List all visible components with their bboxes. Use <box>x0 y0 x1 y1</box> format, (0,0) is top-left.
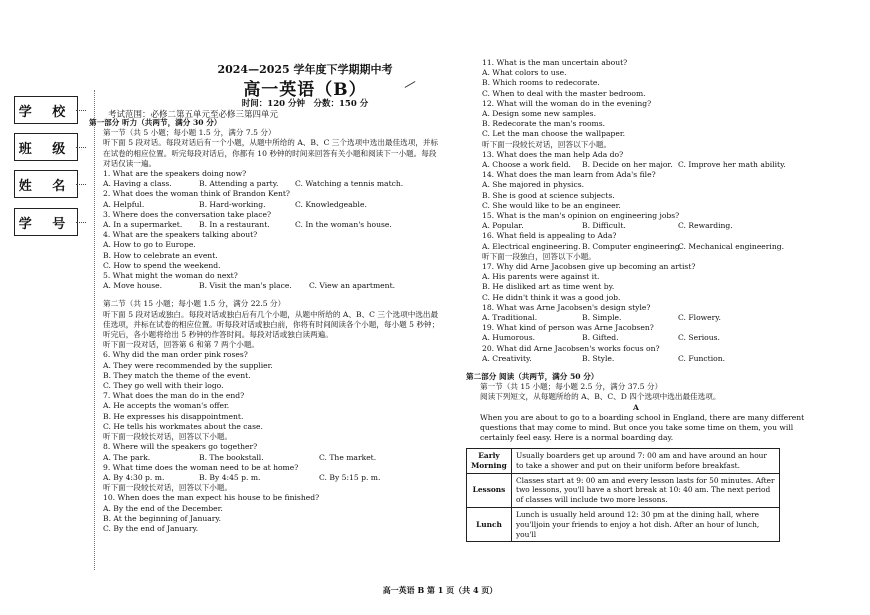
option-b: B. He expresses his disappointment. <box>103 411 244 421</box>
option-c: C. By the end of January. <box>103 523 199 533</box>
part2-title: 第二部分 阅读（共两节，满分 50 分） <box>466 372 599 381</box>
boarding-day-table <box>466 448 780 542</box>
options-row <box>482 221 812 231</box>
option-b: B. How to celebrate an event. <box>103 250 218 260</box>
option-b: B. Hard-working. <box>199 199 266 209</box>
option-c: C. View an apartment. <box>309 281 396 291</box>
lead-text: 听下面一段独白，回答以下小题。 <box>482 251 596 261</box>
option-b: B. She is good at science subjects. <box>482 190 615 200</box>
option-a: A. By the end of the December. <box>103 503 223 513</box>
option-b: B. Which rooms to redecorate. <box>482 78 600 88</box>
option-a: A. His parents were against it. <box>482 272 600 282</box>
exam-year-line: 2024—2025 学年度下学期期中考 <box>217 63 393 76</box>
sec2-instructions: 听下面 5 段对话或独白。每段对话或独白后有几个小题，从题中所给的 A、B、C 三个选项中选出最佳选项，并标在试卷的相应位置。听每段对话或独白前，你将有时间阅读各个小题，每小题 5 秒钟；听完后，各小题将给出 5 秒钟的作答时间。每段对话或独白读两遍。 <box>103 309 440 340</box>
table-text: Lunch is usually held around 12: 30 pm at the dining hall, where you'lljoin your friends to enjoy a hot dish. After an hour of lunch, you'll <box>512 507 780 541</box>
exam-meta: 时间：120 分钟 分数：150 分 <box>241 99 369 109</box>
question-text: 3. Where does the conversation take place? <box>103 209 272 219</box>
lead-text: 听下面一段对话，回答第 6 和第 7 两个小题。 <box>103 340 260 350</box>
question-text: 7. What does the man do in the end? <box>103 391 245 401</box>
table-text: Classes start at 9: 00 am and every lesson lasts for 50 minutes. After two lessons, you'll have a short break at 10: 40 am. The next period of classes will include two more lessons. <box>512 473 780 507</box>
option-b: B. Attending a party. <box>199 179 279 189</box>
sec1-instructions: 听下面 5 段对话。每段对话后有一个小题，从题中所给的 A、B、C 三个选项中选出最佳选项，并标在试卷的相应位置。听完每段对话后，你都有 10 秒钟的时间来回答有关小题和阅读下一小题。每段对话仅读一遍。 <box>103 138 439 168</box>
option-c: C. When to deal with the master bedroom. <box>482 88 646 98</box>
table-key: Lessons <box>467 473 512 507</box>
question-text: 1. What are the speakers doing now? <box>103 169 247 179</box>
question-text: 16. What field is appealing to Ada? <box>482 231 617 241</box>
option-b: B. Simple. <box>582 313 622 323</box>
question-text: 4. What are the speakers talking about? <box>103 230 258 240</box>
options-row <box>89 281 447 291</box>
options-row <box>89 179 447 189</box>
option-c: C. Rewarding. <box>678 221 733 231</box>
option-a: A. Helpful. <box>103 199 145 209</box>
passage-label: A <box>633 402 639 412</box>
option-a: A. Choose a work field. <box>482 160 571 170</box>
option-a: A. Traditional. <box>482 313 538 323</box>
option-b: B. Computer engineering. <box>582 241 683 251</box>
question-text: 10. When does the man expect his house to be finished? <box>103 493 320 503</box>
option-a: A. Humorous. <box>482 333 536 343</box>
option-c: C. He tells his workmates about the case. <box>103 421 263 431</box>
option-b: B. They match the theme of the event. <box>103 370 251 380</box>
question-text: 14. What does the man learn from Ada's file? <box>482 170 656 180</box>
options-row <box>482 160 812 170</box>
option-a: A. Design some new samples. <box>482 109 596 119</box>
table-row <box>467 449 780 474</box>
listening-column-left <box>89 118 447 534</box>
side-field-line <box>76 184 86 185</box>
options-row <box>482 313 812 323</box>
table-row <box>467 507 780 541</box>
question-text: 15. What is the man's opinion on engineering jobs? <box>482 211 680 221</box>
options-row <box>89 453 447 463</box>
options-row <box>482 354 812 364</box>
sec2-title: 第二节（共 15 小题；每小题 1.5 分，满分 22.5 分） <box>103 299 286 309</box>
option-c: C. Watching a tennis match. <box>295 179 404 189</box>
question-text: 12. What will the woman do in the evening? <box>482 98 652 108</box>
side-field-line <box>76 147 86 148</box>
option-c: C. In the woman's house. <box>295 220 392 230</box>
option-c: C. Serious. <box>678 333 720 343</box>
table-text: Usually boarders get up around 7: 00 am and have around an hour to take a shower and put on their uniform before breakfast. <box>512 449 780 474</box>
question-text: 8. Where will the speakers go together? <box>103 442 258 452</box>
option-b: B. Style. <box>582 353 615 363</box>
option-c: C. By 5:15 p. m. <box>319 472 381 482</box>
question-text: 18. What was Arne Jacobsen's design style? <box>482 302 651 312</box>
option-a: A. Move house. <box>103 281 163 291</box>
question-text: 13. What does the man help Ada do? <box>482 149 624 159</box>
exam-title: 高一英语（B） <box>243 80 367 100</box>
option-b: B. In a restaurant. <box>199 220 270 230</box>
option-a: A. He accepts the woman's offer. <box>103 401 230 411</box>
option-a: A. What colors to use. <box>482 68 567 78</box>
exam-scope: 考试范围：必修二第五单元至必修三第四单元 <box>108 110 279 120</box>
reading-instructions: 阅读下列短文，从每题所给的 A、B、C、D 四个选项中选出最佳选项。 <box>480 392 721 402</box>
option-b: B. By 4:45 p. m. <box>199 472 261 482</box>
option-a: A. Electrical engineering. <box>482 241 581 251</box>
lead-text: 听下面一段较长对话，回答以下小题。 <box>482 139 612 149</box>
option-a: A. Popular. <box>482 221 524 231</box>
option-c: C. Let the man choose the wallpaper. <box>482 129 626 139</box>
option-a: A. How to go to Europe. <box>103 240 196 250</box>
option-a: A. The park. <box>103 452 151 462</box>
option-c: C. Flowery. <box>678 313 721 323</box>
question-text: 20. What did Arne Jacobsen's works focus on? <box>482 343 660 353</box>
passage-intro: When you are about to go to a boarding school in England, there are many different questions that may come to mind. But once you take some time on them, you will certainly feel easy. Here is a normal boarding day. <box>480 412 805 443</box>
option-b: B. Decide on her major. <box>582 160 673 170</box>
side-field-line <box>76 110 86 111</box>
question-text: 2. What does the woman think of Brandon Kent? <box>103 189 290 199</box>
side-field-school: 学 校 <box>14 96 78 124</box>
option-a: A. Creativity. <box>482 353 532 363</box>
option-a: A. She majored in physics. <box>482 180 585 190</box>
options-row <box>482 333 812 343</box>
option-b: B. The bookstall. <box>199 452 264 462</box>
reading-section <box>466 372 806 443</box>
question-text: 17. Why did Arne Jacobsen give up becoming an artist? <box>482 262 696 272</box>
question-text: 11. What is the man uncertain about? <box>482 58 628 67</box>
table-row <box>467 473 780 507</box>
lead-text: 听下面一段较长对话，回答以下小题。 <box>103 432 233 442</box>
table-key: Lunch <box>467 507 512 541</box>
side-field-line <box>76 222 86 223</box>
option-c: C. Mechanical engineering. <box>678 241 785 251</box>
option-b: B. Gifted. <box>582 333 619 343</box>
option-c: C. The market. <box>319 452 377 462</box>
side-field-number: 学 号 <box>14 208 78 236</box>
option-a: A. They were recommended by the supplier. <box>103 360 273 370</box>
option-c: C. How to spend the weekend. <box>103 260 221 270</box>
question-text: 19. What kind of person was Arne Jacobsen? <box>482 323 654 333</box>
page-footer: 高一英语 B 第 1 页（共 4 页） <box>382 585 498 595</box>
question-text: 9. What time does the woman need to be at home? <box>103 462 299 472</box>
question-text: 6. Why did the man order pink roses? <box>103 350 248 360</box>
option-a: A. By 4:30 p. m. <box>103 472 165 482</box>
option-c: C. She would like to be an engineer. <box>482 200 621 210</box>
option-b: B. Visit the man's place. <box>199 281 292 291</box>
options-row <box>89 220 447 230</box>
options-row <box>89 473 447 483</box>
option-a: A. In a supermarket. <box>103 220 183 230</box>
sec1-title: 第一节（共 5 小题；每小题 1.5 分，满分 7.5 分） <box>103 128 276 138</box>
part1-title: 第一部分 听力（共两节，满分 30 分） <box>89 118 222 127</box>
option-c: C. Knowledgeable. <box>295 199 367 209</box>
table-key: Early Morning <box>467 449 512 474</box>
options-row <box>482 242 812 252</box>
option-b: B. Difficult. <box>582 221 626 231</box>
side-field-name: 姓 名 <box>14 170 78 198</box>
question-text: 5. What might the woman do next? <box>103 271 238 281</box>
option-b: B. He disliked art as time went by. <box>482 282 615 292</box>
option-b: B. At the beginning of January. <box>103 513 222 523</box>
option-c: C. They go well with their logo. <box>103 381 224 391</box>
listening-column-right <box>482 58 812 364</box>
option-a: A. Having a class. <box>103 179 172 189</box>
option-c: C. Improve her math ability. <box>678 160 786 170</box>
option-c: C. He didn't think it was a good job. <box>482 292 621 302</box>
side-field-class: 班 级 <box>14 133 78 161</box>
reading-sec1-title: 第一节（共 15 小题；每小题 2.5 分，满分 37.5 分） <box>480 382 663 392</box>
lead-text: 听下面一段较长对话，回答以下小题。 <box>103 483 233 493</box>
option-c: C. Function. <box>678 353 726 363</box>
option-b: B. Redecorate the man's rooms. <box>482 119 606 129</box>
options-row <box>89 200 447 210</box>
